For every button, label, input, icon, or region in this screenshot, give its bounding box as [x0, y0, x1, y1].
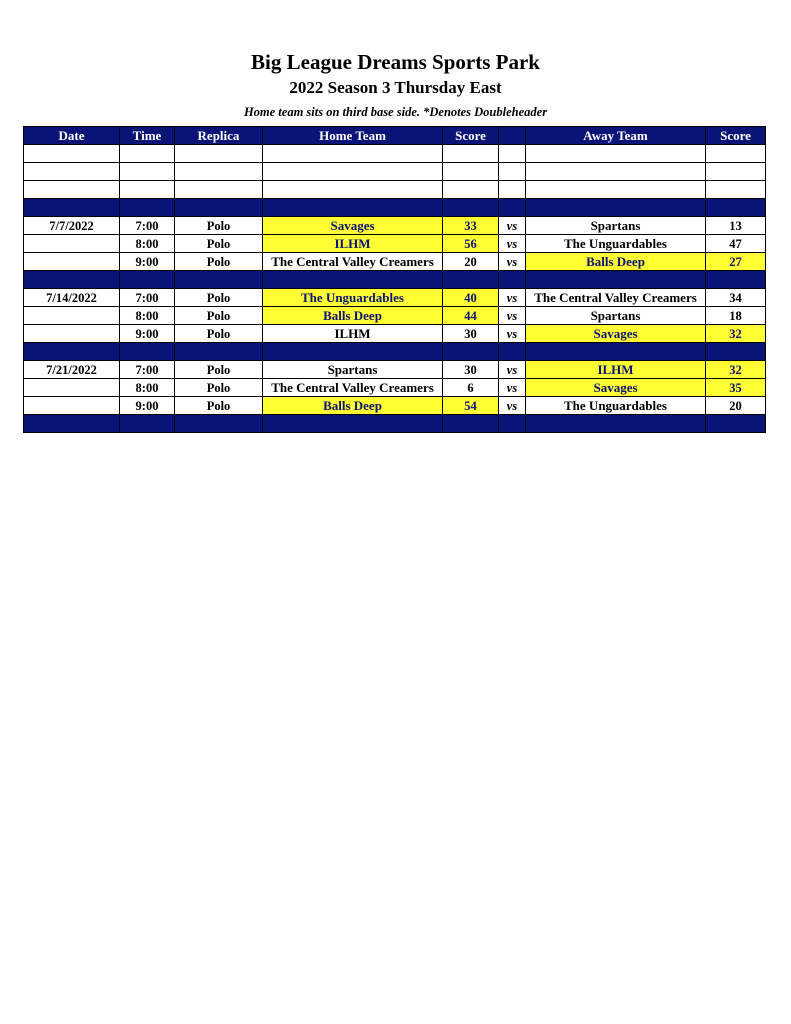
empty-cell [499, 181, 526, 199]
separator-cell [175, 415, 263, 433]
date-cell [24, 253, 120, 271]
home-team-cell: ILHM [263, 235, 443, 253]
separator-cell [526, 415, 706, 433]
separator-cell [120, 271, 175, 289]
home-team-cell: The Unguardables [263, 289, 443, 307]
col-header-date: Date [24, 127, 120, 145]
time-cell: 8:00 [120, 307, 175, 325]
home-team-cell: The Central Valley Creamers [263, 379, 443, 397]
schedule-body [24, 145, 766, 433]
home-team-cell: Savages [263, 217, 443, 235]
away-team-cell: Spartans [526, 217, 706, 235]
vs-label: vs [499, 397, 526, 415]
game-row [24, 289, 766, 307]
col-header-home-score: Score [443, 127, 499, 145]
empty-cell [706, 181, 766, 199]
empty-cell [120, 145, 175, 163]
separator-cell [499, 199, 526, 217]
page-subtitle: 2022 Season 3 Thursday East [289, 78, 502, 97]
separator-cell [526, 343, 706, 361]
game-row [24, 325, 766, 343]
replica-cell: Polo [175, 253, 263, 271]
empty-cell [120, 181, 175, 199]
home-score-cell: 56 [443, 235, 499, 253]
away-team-cell: Balls Deep [526, 253, 706, 271]
separator-cell [24, 415, 120, 433]
separator-cell [263, 343, 443, 361]
vs-label: vs [499, 379, 526, 397]
empty-cell [526, 163, 706, 181]
separator-cell [706, 271, 766, 289]
time-cell: 8:00 [120, 235, 175, 253]
home-team-cell: Balls Deep [263, 307, 443, 325]
separator-cell [24, 343, 120, 361]
col-header-away-score: Score [706, 127, 766, 145]
date-cell: 7/21/2022 [24, 361, 120, 379]
separator-cell [443, 271, 499, 289]
date-cell: 7/7/2022 [24, 217, 120, 235]
empty-cell [263, 145, 443, 163]
col-header-away-team: Away Team [526, 127, 706, 145]
separator-cell [175, 343, 263, 361]
replica-cell: Polo [175, 307, 263, 325]
col-header-vs [499, 127, 526, 145]
empty-cell [443, 181, 499, 199]
col-header-home-team: Home Team [263, 127, 443, 145]
replica-cell: Polo [175, 325, 263, 343]
empty-cell [120, 163, 175, 181]
away-score-cell: 32 [706, 361, 766, 379]
time-cell: 9:00 [120, 325, 175, 343]
home-team-cell: Spartans [263, 361, 443, 379]
away-team-cell: Spartans [526, 307, 706, 325]
away-score-cell: 32 [706, 325, 766, 343]
time-cell: 8:00 [120, 379, 175, 397]
separator-cell [706, 415, 766, 433]
separator-cell [706, 343, 766, 361]
week-separator-row [24, 415, 766, 433]
empty-cell [175, 181, 263, 199]
date-cell [24, 307, 120, 325]
empty-cell [263, 181, 443, 199]
game-row [24, 397, 766, 415]
col-header-time: Time [120, 127, 175, 145]
vs-label: vs [499, 361, 526, 379]
separator-cell [443, 343, 499, 361]
empty-cell [263, 163, 443, 181]
empty-cell [526, 181, 706, 199]
home-team-cell: ILHM [263, 325, 443, 343]
replica-cell: Polo [175, 235, 263, 253]
col-header-replica: Replica [175, 127, 263, 145]
home-score-cell: 44 [443, 307, 499, 325]
away-team-cell: The Unguardables [526, 235, 706, 253]
separator-cell [120, 415, 175, 433]
separator-cell [706, 199, 766, 217]
replica-cell: Polo [175, 361, 263, 379]
empty-cell [24, 145, 120, 163]
empty-cell [443, 163, 499, 181]
empty-cell [24, 181, 120, 199]
away-score-cell: 18 [706, 307, 766, 325]
empty-cell [175, 163, 263, 181]
time-cell: 7:00 [120, 361, 175, 379]
empty-cell [443, 145, 499, 163]
week-separator-row [24, 343, 766, 361]
replica-cell: Polo [175, 379, 263, 397]
game-row [24, 379, 766, 397]
separator-cell [120, 343, 175, 361]
empty-row [24, 181, 766, 199]
away-score-cell: 20 [706, 397, 766, 415]
separator-cell [443, 199, 499, 217]
home-score-cell: 40 [443, 289, 499, 307]
separator-cell [499, 271, 526, 289]
home-score-cell: 30 [443, 361, 499, 379]
separator-cell [263, 415, 443, 433]
vs-label: vs [499, 307, 526, 325]
date-cell [24, 379, 120, 397]
vs-label: vs [499, 289, 526, 307]
date-cell [24, 325, 120, 343]
date-cell [24, 235, 120, 253]
game-row [24, 361, 766, 379]
away-team-cell: ILHM [526, 361, 706, 379]
vs-label: vs [499, 253, 526, 271]
away-score-cell: 47 [706, 235, 766, 253]
empty-cell [706, 145, 766, 163]
separator-cell [443, 415, 499, 433]
separator-cell [175, 271, 263, 289]
separator-cell [526, 271, 706, 289]
vs-label: vs [499, 235, 526, 253]
empty-cell [24, 163, 120, 181]
away-team-cell: Savages [526, 325, 706, 343]
time-cell: 7:00 [120, 289, 175, 307]
home-team-cell: Balls Deep [263, 397, 443, 415]
date-cell: 7/14/2022 [24, 289, 120, 307]
home-score-cell: 54 [443, 397, 499, 415]
separator-cell [263, 271, 443, 289]
empty-cell [175, 145, 263, 163]
separator-cell [526, 199, 706, 217]
empty-row [24, 163, 766, 181]
away-score-cell: 35 [706, 379, 766, 397]
home-score-cell: 33 [443, 217, 499, 235]
replica-cell: Polo [175, 217, 263, 235]
away-team-cell: Savages [526, 379, 706, 397]
vs-label: vs [499, 325, 526, 343]
page-title: Big League Dreams Sports Park [251, 50, 540, 74]
game-row [24, 235, 766, 253]
separator-cell [120, 199, 175, 217]
empty-cell [706, 163, 766, 181]
empty-cell [499, 163, 526, 181]
page-note: Home team sits on third base side. *Denotes Doubleheader [243, 105, 548, 119]
separator-cell [499, 343, 526, 361]
separator-cell [263, 199, 443, 217]
empty-cell [499, 145, 526, 163]
separator-cell [499, 415, 526, 433]
away-score-cell: 34 [706, 289, 766, 307]
time-cell: 9:00 [120, 397, 175, 415]
time-cell: 7:00 [120, 217, 175, 235]
away-score-cell: 27 [706, 253, 766, 271]
date-cell [24, 397, 120, 415]
away-score-cell: 13 [706, 217, 766, 235]
header-row [24, 127, 766, 145]
home-team-cell: The Central Valley Creamers [263, 253, 443, 271]
time-cell: 9:00 [120, 253, 175, 271]
home-score-cell: 20 [443, 253, 499, 271]
separator-cell [24, 199, 120, 217]
empty-cell [526, 145, 706, 163]
game-row [24, 217, 766, 235]
game-row [24, 253, 766, 271]
home-score-cell: 30 [443, 325, 499, 343]
away-team-cell: The Unguardables [526, 397, 706, 415]
separator-cell [24, 271, 120, 289]
empty-row [24, 145, 766, 163]
replica-cell: Polo [175, 289, 263, 307]
vs-label: vs [499, 217, 526, 235]
home-score-cell: 6 [443, 379, 499, 397]
separator-cell [175, 199, 263, 217]
game-row [24, 307, 766, 325]
schedule-table [23, 126, 766, 433]
week-separator-row [24, 271, 766, 289]
replica-cell: Polo [175, 397, 263, 415]
away-team-cell: The Central Valley Creamers [526, 289, 706, 307]
week-separator-row [24, 199, 766, 217]
